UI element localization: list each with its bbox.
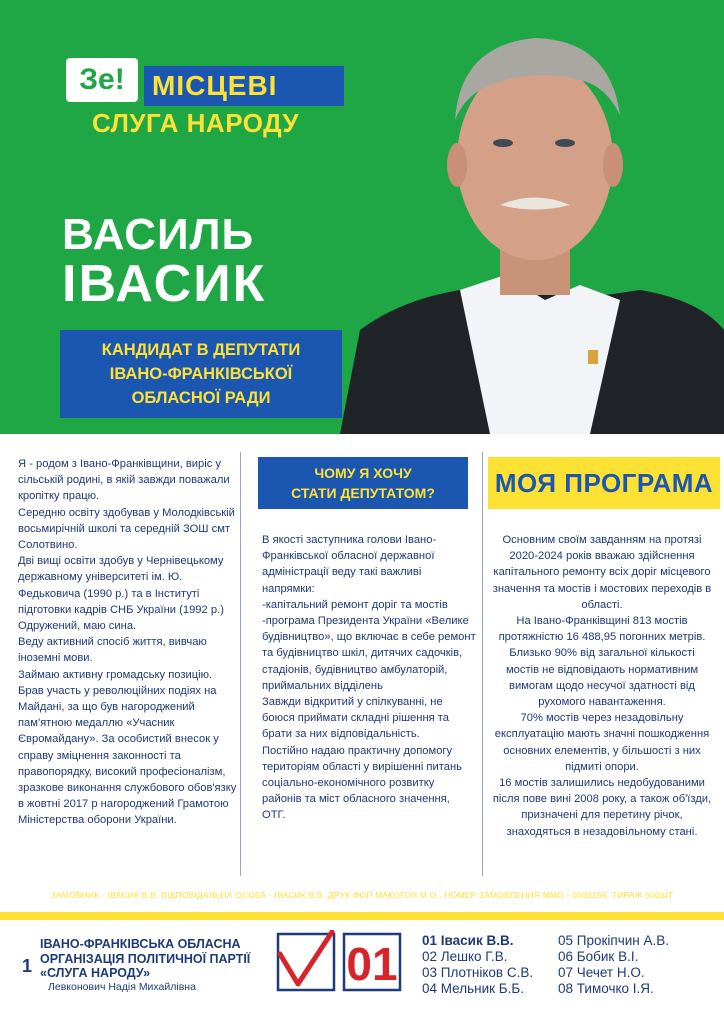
footer-bar [0, 912, 724, 920]
candidate-list-item: 03 Плотніков С.В. [422, 965, 534, 980]
ballot-check-icon [276, 930, 402, 994]
why-heading [258, 457, 468, 509]
candidate-list-item: 05 Прокіпчин А.В. [558, 933, 669, 948]
bio-paragraph: Одружений, маю сина. [18, 620, 137, 633]
left-eye [493, 139, 513, 147]
org-person: Левконович Надія Михайлівна [48, 981, 196, 993]
why-paragraph: -програма Президента України «Велике будівництво», що включає в себе ремонт та будівництво шкіл, дитячих садочків, стадіонів, будівництво амбулаторій, приймальних відділень [262, 615, 476, 692]
left-ear [447, 143, 467, 187]
why-paragraph: Постійно надаю практичну допомогу територіям області у вирішенні питань соціально-економічного розвитку районів та міст обласного значення, ОТГ. [262, 744, 462, 822]
logo-misc: МІСЦЕВІ [144, 66, 344, 106]
header-section [0, 0, 724, 434]
candidate-list-item: 02 Лешко Г.В. [422, 949, 508, 964]
column-divider [240, 452, 241, 876]
right-ear [603, 143, 623, 187]
ballot-number: 01 [346, 938, 398, 990]
candidate-title-box [60, 330, 342, 418]
bio-column [18, 456, 240, 829]
candidate-list-right [558, 933, 669, 997]
face-shape [457, 60, 613, 260]
bio-paragraph: Займаю активну громадську позицію. [18, 668, 213, 681]
org-name [40, 937, 260, 981]
candidate-list-item: 06 Бобик В.І. [558, 949, 639, 964]
candidate-title-line: ІВАНО-ФРАНКІВСЬКОЇ [109, 365, 293, 383]
imprint-note: ЗАМОВНИК - ІВАСИК В.В. ВІДПОВІДАЛЬНА ОСОБА - ІВАСИК В.В. ДРУК ФОП МАКОГОН М.О., НОМЕР ЗАМОВЛЕННЯ ММО - 0000156, ТИРАЖ 500ШТ [50, 890, 674, 900]
candidate-last-name: ІВАСИК [62, 255, 267, 313]
org-name-line: «СЛУГА НАРОДУ» [40, 966, 151, 980]
bio-paragraph: Брав участь у революційних подіях на Майдані, за що був нагороджений пам'ятною медаллю «Учасник Євромайдану». За особистий внесок у справу зміцнення законності та правопорядку, високий професіоналізм, зразкове виконання службового обов'язку в жовтні 2017 р нагороджений Грамотою Міністерства оборони України. [18, 684, 237, 827]
candidate-first-name: ВАСИЛЬ [62, 210, 255, 259]
candidate-title-line: ОБЛАСНОЇ РАДИ [131, 389, 271, 407]
bio-paragraph: Дві вищі освіти здобув у Чернівецькому державному університеті ім. Ю. Федьковича (1990 р.) та в Інституті підготовки кадрів СНБ України (1992 р.) [18, 555, 224, 616]
candidate-title-line: КАНДИДАТ В ДЕПУТАТИ [101, 341, 301, 359]
program-paragraph: На Івано-Франківщині 813 мостів протяжністю 16 488,95 погонних метрів. Близько 90% від загальної кількості мостів не відповідають нормативним вимогам щодо несучої здатності від рухомого навантаження. [498, 615, 706, 709]
right-eye [555, 139, 575, 147]
candidate-list-left [422, 933, 533, 997]
bio-paragraph: Середню освіту здобував у Молодківській восьмирічній школі та середній ЗОШ смт Солотвино. [18, 506, 235, 552]
candidate-list-item: 01 Івасик В.В. [422, 933, 514, 948]
trident-pin-icon [588, 350, 598, 364]
program-paragraph: 70% мостів через незадовільну експлуатацію мають значні пошкодження основних елементів, у більшості з них підмиті опори. [494, 712, 710, 773]
logo-ze: Зе! [66, 58, 138, 102]
why-paragraph: В якості заступника голови Івано-Франківської обласної державної адміністрації веду такі важливі напрямки: [262, 534, 437, 595]
why-column [262, 532, 476, 824]
why-heading-line: ЧОМУ Я ХОЧУ [314, 465, 412, 481]
column-divider [482, 452, 483, 876]
program-paragraph: 16 мостів залишились недобудованими після пове вині 2008 року, а також об'їзди, призначені для перетину річок, знаходяться в незадовільному стані. [492, 777, 712, 838]
bio-paragraph: Веду активний спосіб життя, вивчаю іноземні мови. [18, 636, 207, 665]
candidate-list-item: 08 Тимочко І.Я. [558, 981, 654, 996]
why-paragraph: Завжди відкритий у спілкуванні, не боюся приймати складні рішення та брати за них відповідальність. [262, 696, 450, 741]
candidate-photo [340, 0, 724, 434]
bio-paragraph: Я - родом з Івано-Франківщини, виріс у сільській родині, в якій завжди поважали кропітку працю. [18, 458, 230, 503]
program-column [492, 532, 712, 840]
org-name-line: ІВАНО-ФРАНКІВСЬКА ОБЛАСНА [40, 937, 241, 951]
program-paragraph: Основним своїм завданням на протязі 2020-2024 років вважаю здійснення капітального ремонту всіх доріг місцевого значення та мостів і мостових переходів в області. [492, 534, 712, 611]
candidate-list-item: 07 Чечет Н.О. [558, 965, 645, 980]
program-heading: МОЯ ПРОГРАМА [488, 457, 720, 509]
org-number: 1 [22, 956, 33, 976]
why-paragraph: -капітальний ремонт доріг та мостів [262, 598, 448, 611]
party-name: СЛУГА НАРОДУ [92, 108, 300, 138]
why-heading-line: СТАТИ ДЕПУТАТОМ? [291, 485, 435, 501]
candidate-list-item: 04 Мельник Б.Б. [422, 981, 525, 996]
org-name-line: ОРГАНІЗАЦІЯ ПОЛІТИЧНОЇ ПАРТІЇ [40, 951, 251, 966]
